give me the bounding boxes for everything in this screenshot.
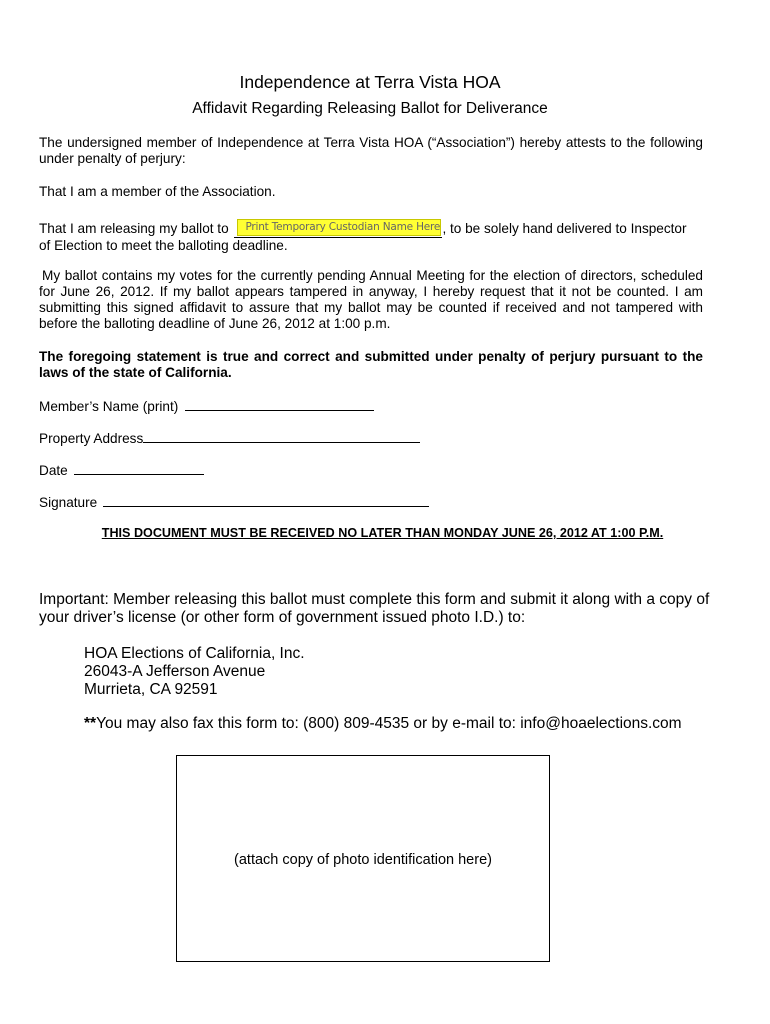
signature-row: [39, 494, 703, 511]
fax-email-note: [84, 715, 682, 733]
property-address-input[interactable]: [143, 430, 420, 443]
member-name-input[interactable]: [185, 398, 374, 411]
fax-text: You may also fax this form to: (800) 809-4535 or by e-mail to: info@hoaelections.com: [96, 715, 682, 732]
custodian-name-line: [234, 219, 442, 238]
fax-asterisks: **: [84, 715, 97, 732]
release-paragraph: [39, 219, 709, 254]
date-label: Date: [39, 463, 68, 478]
deadline-notice: THIS DOCUMENT MUST BE RECEIVED NO LATER THAN MONDAY JUNE 26, 2012 AT 1:00 P.M.: [101, 526, 664, 540]
important-instructions: Important: Member releasing this ballot must complete this form and submit it along with a copy of your driver’s license (or other form of government issued photo I.D.) to:: [39, 591, 710, 626]
date-row: [39, 462, 703, 479]
property-address-label: Property Address: [39, 431, 144, 446]
address-line-2: 26043-A Jefferson Avenue: [84, 663, 266, 680]
document-subtitle: Affidavit Regarding Releasing Ballot for Deliverance: [192, 100, 548, 117]
mailing-address: [84, 645, 305, 699]
release-line-2: of Election to meet the balloting deadline.: [39, 238, 288, 253]
signature-label: Signature: [39, 495, 98, 510]
address-line-3: Murrieta, CA 92591: [84, 681, 218, 698]
signature-input[interactable]: [103, 494, 429, 507]
member-name-row: [39, 398, 703, 415]
perjury-statement: The foregoing statement is true and correct and submitted under penalty of perjury pursuant to the laws of the state of California.: [39, 349, 703, 380]
votes-paragraph: My ballot contains my votes for the currently pending Annual Meeting for the election of directors, scheduled for June 26, 2012. If my ballot appears tampered in anyway, I hereby request that it not be counted. I am submitting this signed affidavit to assure that my ballot may be counted if received and not tampered with before the balloting deadline of June 26, 2012 at 1:00 p.m.: [39, 268, 703, 331]
release-prefix: That I am releasing my ballot to: [39, 221, 229, 236]
release-suffix: , to be solely hand delivered to Inspector: [442, 221, 687, 236]
attest-paragraph: The undersigned member of Independence at Terra Vista HOA (“Association”) hereby attests to the following under penalty of perjury:: [39, 135, 703, 166]
photo-id-box: [176, 755, 550, 962]
custodian-name-field[interactable]: Print Temporary Custodian Name Here: [237, 219, 441, 236]
date-input[interactable]: [74, 462, 204, 475]
property-address-row: [39, 430, 703, 447]
photo-id-label: (attach copy of photo identification here): [234, 852, 492, 868]
member-statement: That I am a member of the Association.: [39, 184, 276, 199]
address-line-1: HOA Elections of California, Inc.: [84, 645, 305, 662]
member-name-label: Member’s Name (print): [39, 399, 179, 414]
document-title: Independence at Terra Vista HOA: [239, 72, 501, 92]
